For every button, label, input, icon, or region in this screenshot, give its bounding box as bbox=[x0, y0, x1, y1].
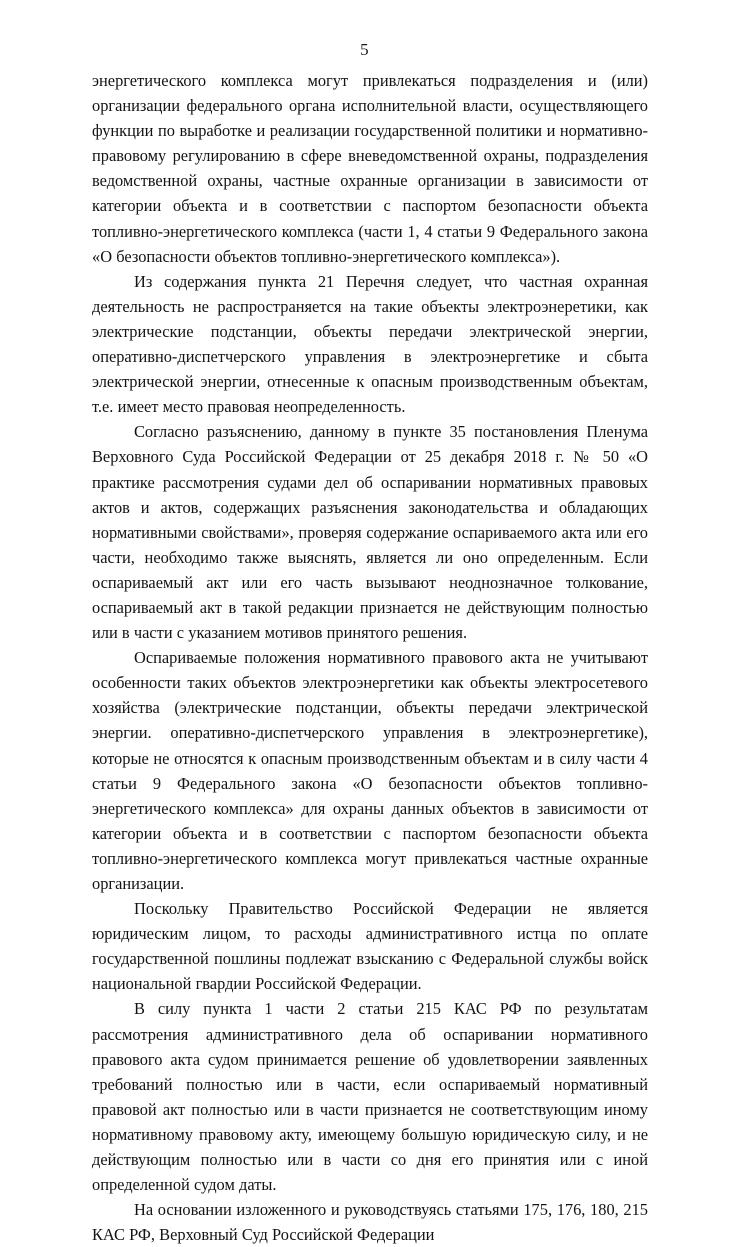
paragraph-osparivaemye: Оспариваемые положения нормативного правового акта не учитывают особенности таких объектов электроэнергетики как объекты электросетевого хозяйства (электрические подстанции, объекты передачи электрической энергии. оперативно-диспетчерского управления в электроэнергетике), которые не относятся к опасным производственным объектам и в силу части 4 статьи 9 Федерального закона «О безопасности объектов топливно-энергетического комплекса» для охраны данных объектов в зависимости от категории объекта и в соответствии с паспортом безопасности объекта топливно-энергетического комплекса могут привлекаться частные охранные организации. bbox=[92, 648, 648, 893]
paragraph-perechen: Из содержания пункта 21 Перечня следует, что частная охранная деятельность не распространяется на такие объекты электроэнеретики, как электрические подстанции, объекты передачи электрической энергии, оперативно-диспетчерского управления в электроэнергетике и сбыта электрической энергии, отнесенные к опасным производственным объектам, т.е. имеет место правовая неопределенность. bbox=[92, 271, 648, 417]
paragraph-continuation: энергетического комплекса могут привлекаться подразделения и (или) организации федерального органа исполнительной власти, осуществляющего функции по выработке и реализации государственной политики и нормативно-правовому регулированию в сфере вневедомственной охраны, подразделения ведомственной охраны, частные охранные организации в зависимости от категории объекта и в соответствии с паспортом безопасности объекта топливно-энергетического комплекса (части 1, 4 статьи 9 Федерального закона «О безопасности объектов топливно-энергетического комплекса»). bbox=[92, 71, 648, 266]
document-body bbox=[92, 68, 648, 1247]
paragraph-poskolku: Поскольку Правительство Российской Федерации не является юридическим лицом, то расходы административного истца по оплате государственной пошлины подлежат взысканию с Федеральной службы войск национальной гвардии Российской Федерации. bbox=[92, 899, 648, 994]
paragraph-na-osnovanii: На основании изложенного и руководствуясь статьями 175, 176, 180, 215 КАС РФ, Верховный Суд Российской Федерации bbox=[92, 1200, 648, 1245]
paragraph-kas-215: В силу пункта 1 части 2 статьи 215 КАС РФ по результатам рассмотрения административного дела об оспаривании нормативного правового акта судом принимается решение об удовлетворении заявленных требований полностью или в части, если оспариваемый нормативный правовой акт полностью или в части признается не соответствующим иному нормативному правовому акту, имеющему большую юридическую силу, и не действующим полностью или в части со дня его принятия или с иной определенной судом даты. bbox=[92, 999, 648, 1195]
paragraph-plenum: Согласно разъяснению, данному в пункте 35 постановления Пленума Верховного Суда Российской Федерации от 25 декабря 2018 г. № 50 «О практике рассмотрения судами дел об оспаривании нормативных правовых актов и актов, содержащих разъяснения законодательства и обладающих нормативными свойствами», проверяя содержание оспариваемого акта или его части, необходимо также выяснять, является ли оно определенным. Если оспариваемый акт или его часть вызывают неоднозначное толкование, оспариваемый акт в такой редакции признается не действующим полностью или в части с указанием мотивов принятого решения. bbox=[92, 422, 648, 643]
page-number: 5 bbox=[360, 40, 369, 59]
